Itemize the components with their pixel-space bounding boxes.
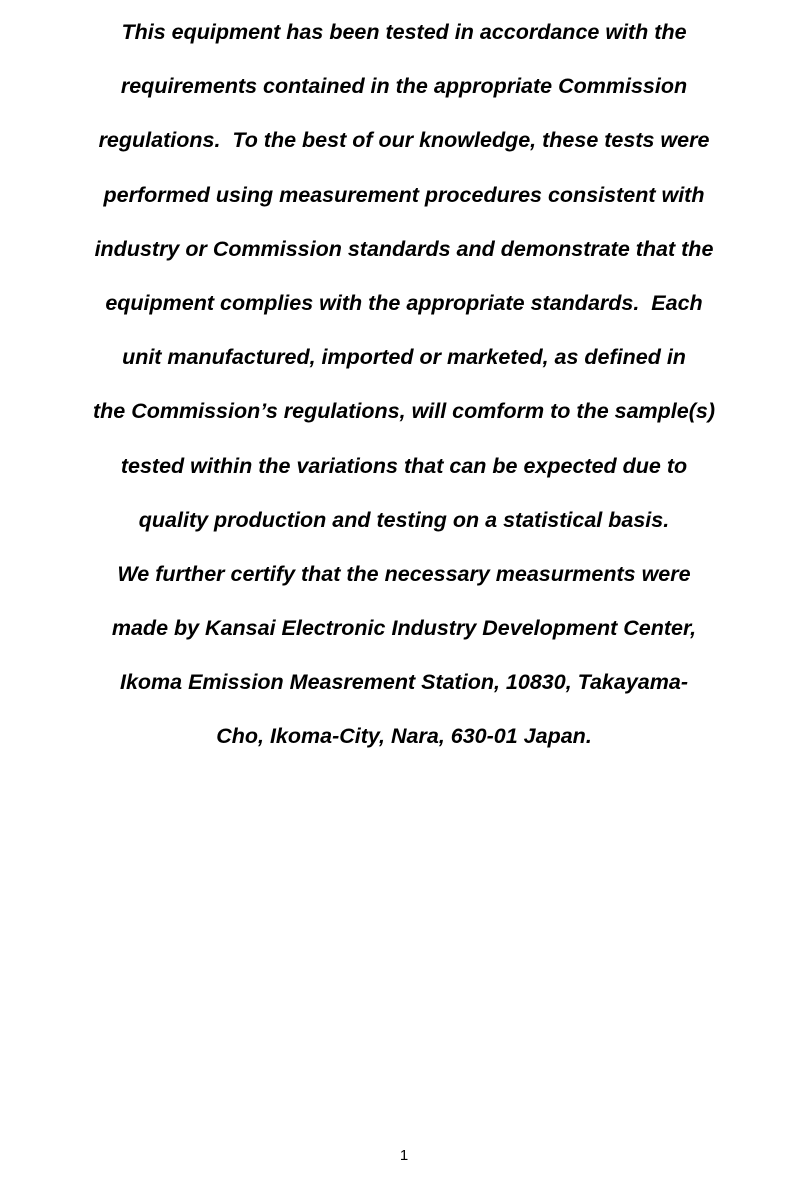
statement-line: made by Kansai Electronic Industry Development Center, — [111, 616, 697, 641]
statement-line: requirements contained in the appropriate Commission — [120, 74, 688, 99]
statement-line: equipment complies with the appropriate standards. Each — [105, 290, 703, 315]
statement-line: quality production and testing on a statistical basis. — [138, 507, 670, 532]
statement-line: performed using measurement procedures consistent with — [103, 182, 705, 207]
page-number: 1 — [399, 1147, 409, 1164]
statement-line: Ikoma Emission Measrement Station, 10830, Takayama- — [119, 670, 688, 695]
certification-statement — [0, 17, 808, 776]
statement-line: industry or Commission standards and demonstrate that the — [94, 236, 714, 261]
statement-line: regulations. To the best of our knowledge, these tests were — [98, 128, 710, 153]
statement-line: Cho, Ikoma-City, Nara, 630-01 Japan. — [216, 724, 592, 749]
statement-line: tested within the variations that can be expected due to — [120, 453, 688, 478]
statement-line: the Commission’s regulations, will comform to the sample(s) — [92, 399, 716, 424]
statement-line: We further certify that the necessary measurments were — [117, 561, 691, 586]
statement-line: This equipment has been tested in accordance with the — [121, 20, 687, 44]
statement-line: unit manufactured, imported or marketed, as defined in — [122, 345, 686, 370]
